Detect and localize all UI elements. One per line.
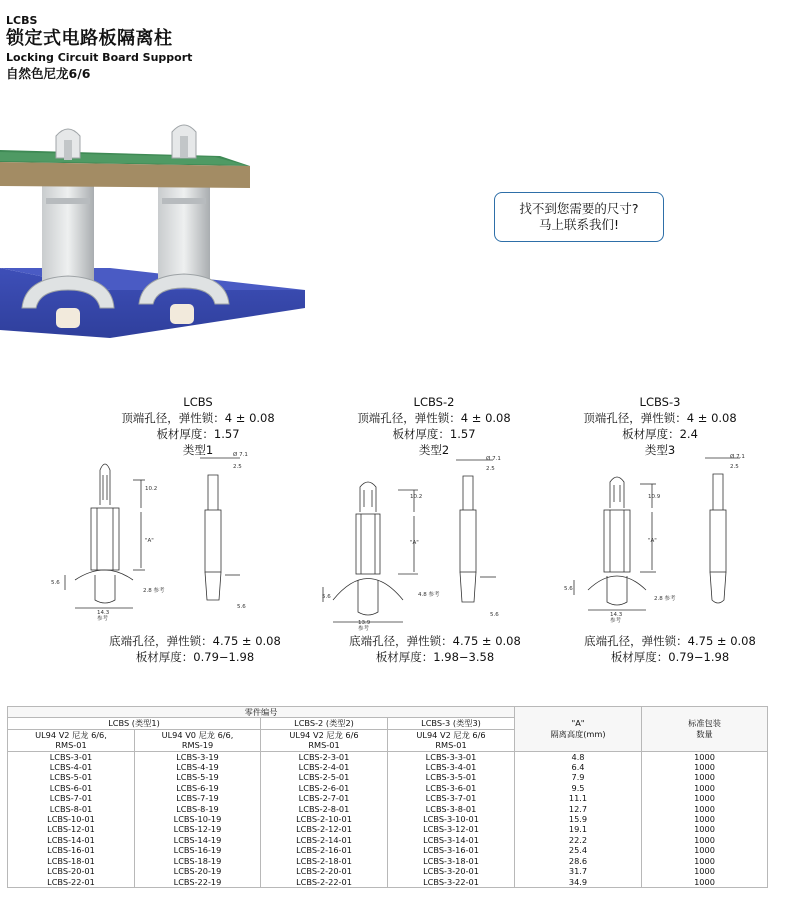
table-cell: LCBS-3-20-01 <box>388 866 515 876</box>
table-row <box>8 835 768 845</box>
table-cell: LCBS-6-01 <box>8 783 135 793</box>
table-cell: LCBS-3-19 <box>135 751 261 762</box>
board-thickness-spec: 板材厚度：1.57 <box>156 427 240 441</box>
dim-a: "A" <box>145 538 154 544</box>
table-row <box>8 772 768 782</box>
table-cell: 1000 <box>642 845 768 855</box>
table-cell: 1000 <box>642 835 768 845</box>
dim-base-ref: 参考 <box>97 616 109 622</box>
bottom-thickness-spec: 板材厚度：0.79−1.98 <box>135 650 255 664</box>
top-hole-spec: 顶端孔径，弹性锁：4 ± 0.08 <box>357 411 511 425</box>
table-row <box>8 762 768 772</box>
variant-name: LCBS <box>183 395 213 409</box>
table-cell: 1000 <box>642 856 768 866</box>
table-cell: LCBS-20-01 <box>8 866 135 876</box>
dim-top-length: 10.9 <box>648 494 661 500</box>
table-row <box>8 814 768 824</box>
spec-bottom-lcbs-3 <box>570 633 770 665</box>
col-group-lcbs-3: LCBS-3 (类型3) <box>388 718 515 729</box>
sub-header-ul94-v0-rms19: UL94 V0 尼龙 6/6, RMS-19 <box>135 729 261 751</box>
bottom-thickness-spec: 板材厚度：0.79−1.98 <box>610 650 730 664</box>
table-cell: 34.9 <box>515 877 642 888</box>
callout-line2: 马上联系我们! <box>538 217 619 232</box>
table-cell: LCBS-2-5-01 <box>261 772 388 782</box>
table-cell: 15.9 <box>515 814 642 824</box>
dim-diameter: Ø 7.1 <box>730 454 745 460</box>
table-cell: LCBS-12-19 <box>135 824 261 834</box>
board-thickness-spec: 板材厚度：2.4 <box>622 427 698 441</box>
dim-base-height: 5.6 <box>564 586 573 592</box>
table-cell: LCBS-7-19 <box>135 793 261 803</box>
sub-header-lcbs3-material: UL94 V2 尼龙 6/6 RMS-01 <box>388 729 515 751</box>
table-cell: LCBS-2-12-01 <box>261 824 388 834</box>
table-row <box>8 856 768 866</box>
table-cell: LCBS-2-18-01 <box>261 856 388 866</box>
table-cell: LCBS-2-8-01 <box>261 804 388 814</box>
dim-base-ref: 参考 <box>610 618 622 624</box>
spec-top-lcbs <box>98 394 298 458</box>
table-cell: LCBS-2-14-01 <box>261 835 388 845</box>
table-cell: 12.7 <box>515 804 642 814</box>
table-cell: 19.1 <box>515 824 642 834</box>
table-cell: 1000 <box>642 772 768 782</box>
table-row <box>8 866 768 876</box>
dim-base-width: 14.3 <box>97 610 110 616</box>
spec-top-lcbs-3 <box>560 394 760 458</box>
bottom-thickness-spec: 板材厚度：1.98−3.58 <box>375 650 495 664</box>
product-code: LCBS <box>6 14 38 27</box>
table-cell: LCBS-5-01 <box>8 772 135 782</box>
dim-top-length: 10.2 <box>145 486 158 492</box>
table-cell: LCBS-3-10-01 <box>388 814 515 824</box>
bottom-hole-spec: 底端孔径，弹性锁：4.75 ± 0.08 <box>349 634 521 648</box>
dim-foot: 5.6 <box>237 604 246 610</box>
dim-cap: 2.5 <box>486 466 495 472</box>
page-header <box>6 14 192 83</box>
table-cell: LCBS-3-7-01 <box>388 793 515 803</box>
dim-base-ref: 参考 <box>358 626 370 632</box>
spec-bottom-lcbs-2 <box>330 633 540 665</box>
table-cell: LCBS-18-19 <box>135 856 261 866</box>
dim-base-width: 14.3 <box>610 612 623 618</box>
dim-diameter: Ø 7.1 <box>486 456 501 462</box>
table-cell: 4.8 <box>515 751 642 762</box>
table-cell: LCBS-3-6-01 <box>388 783 515 793</box>
table-cell: LCBS-8-19 <box>135 804 261 814</box>
col-group-lcbs-2: LCBS-2 (类型2) <box>261 718 388 729</box>
table-cell: LCBS-3-01 <box>8 751 135 762</box>
table-cell: LCBS-3-12-01 <box>388 824 515 834</box>
table-group-header: 零件编号 <box>8 707 515 718</box>
bottom-hole-spec: 底端孔径，弹性锁：4.75 ± 0.08 <box>584 634 756 648</box>
table-cell: LCBS-4-01 <box>8 762 135 772</box>
dim-foot: 5.6 <box>490 612 499 618</box>
dim-base-height: 5.6 <box>322 594 331 600</box>
table-cell: 1000 <box>642 793 768 803</box>
table-cell: LCBS-8-01 <box>8 804 135 814</box>
table-cell: LCBS-14-19 <box>135 835 261 845</box>
table-cell: LCBS-16-19 <box>135 845 261 855</box>
product-material: 自然色尼龙6/6 <box>6 66 91 81</box>
table-cell: 1000 <box>642 866 768 876</box>
table-cell: 1000 <box>642 877 768 888</box>
table-cell: LCBS-5-19 <box>135 772 261 782</box>
table-cell: LCBS-3-18-01 <box>388 856 515 866</box>
dim-cap: 2.5 <box>233 464 242 470</box>
dim-a: "A" <box>410 540 419 546</box>
table-cell: LCBS-22-01 <box>8 877 135 888</box>
table-cell: LCBS-7-01 <box>8 793 135 803</box>
a-height-header: "A" 隔离高度(mm) <box>515 707 642 752</box>
table-cell: 1000 <box>642 824 768 834</box>
table-cell: LCBS-2-20-01 <box>261 866 388 876</box>
part-number-table <box>7 706 768 888</box>
table-cell: LCBS-3-14-01 <box>388 835 515 845</box>
table-row <box>8 824 768 834</box>
product-photo <box>0 118 305 343</box>
table-cell: LCBS-10-19 <box>135 814 261 824</box>
top-hole-spec: 顶端孔径，弹性锁：4 ± 0.08 <box>121 411 275 425</box>
table-cell: 1000 <box>642 783 768 793</box>
table-cell: LCBS-22-19 <box>135 877 261 888</box>
dim-base-width: 13.9 <box>358 620 371 626</box>
table-cell: 1000 <box>642 814 768 824</box>
type-label: 类型3 <box>644 443 676 457</box>
table-cell: LCBS-6-19 <box>135 783 261 793</box>
table-cell: LCBS-2-3-01 <box>261 751 388 762</box>
table-cell: LCBS-2-4-01 <box>261 762 388 772</box>
variant-name: LCBS-3 <box>639 395 681 409</box>
table-cell: LCBS-12-01 <box>8 824 135 834</box>
dim-top-length: 10.2 <box>410 494 423 500</box>
dim-a: "A" <box>648 538 657 544</box>
table-cell: LCBS-4-19 <box>135 762 261 772</box>
table-cell: LCBS-2-7-01 <box>261 793 388 803</box>
table-cell: LCBS-3-8-01 <box>388 804 515 814</box>
table-cell: 11.1 <box>515 793 642 803</box>
table-cell: LCBS-16-01 <box>8 845 135 855</box>
table-cell: LCBS-2-10-01 <box>261 814 388 824</box>
drawing-type1 <box>45 450 260 625</box>
contact-callout[interactable] <box>494 192 664 242</box>
product-title-cn: 锁定式电路板隔离柱 <box>6 28 173 49</box>
table-cell: LCBS-18-01 <box>8 856 135 866</box>
dim-cap: 2.5 <box>730 464 739 470</box>
type-label: 类型2 <box>418 443 450 457</box>
table-cell: LCBS-3-5-01 <box>388 772 515 782</box>
table-cell: LCBS-3-22-01 <box>388 877 515 888</box>
table-cell: 28.6 <box>515 856 642 866</box>
sub-header-lcbs2-material: UL94 V2 尼龙 6/6 RMS-01 <box>261 729 388 751</box>
table-row <box>8 793 768 803</box>
table-cell: 7.9 <box>515 772 642 782</box>
table-cell: LCBS-3-4-01 <box>388 762 515 772</box>
dim-lock-ref: 2.8 参考 <box>143 588 165 594</box>
table-cell: 1000 <box>642 751 768 762</box>
spec-bottom-lcbs <box>60 633 330 665</box>
pack-qty-header: 标准包装 数量 <box>642 707 768 752</box>
product-title-en: Locking Circuit Board Support <box>6 51 193 64</box>
table-cell: LCBS-20-19 <box>135 866 261 876</box>
drawing-type3 <box>560 450 755 625</box>
table-cell: LCBS-2-22-01 <box>261 877 388 888</box>
table-cell: LCBS-2-6-01 <box>261 783 388 793</box>
spec-top-lcbs-2 <box>334 394 534 458</box>
table-cell: 25.4 <box>515 845 642 855</box>
sub-header-ul94-v2-rms01: UL94 V2 尼龙 6/6, RMS-01 <box>8 729 135 751</box>
top-hole-spec: 顶端孔径，弹性锁：4 ± 0.08 <box>583 411 737 425</box>
dim-lock-ref: 2.8 参考 <box>654 596 676 602</box>
table-row <box>8 804 768 814</box>
table-cell: 9.5 <box>515 783 642 793</box>
type-label: 类型1 <box>182 443 214 457</box>
table-cell: 1000 <box>642 762 768 772</box>
table-row <box>8 845 768 855</box>
board-thickness-spec: 板材厚度：1.57 <box>392 427 476 441</box>
col-group-lcbs: LCBS (类型1) <box>8 718 261 729</box>
table-cell: LCBS-3-3-01 <box>388 751 515 762</box>
callout-line1: 找不到您需要的尺寸? <box>519 201 639 216</box>
bottom-hole-spec: 底端孔径，弹性锁：4.75 ± 0.08 <box>109 634 281 648</box>
dim-lock-ref: 4.8 参考 <box>418 592 440 598</box>
table-cell: LCBS-14-01 <box>8 835 135 845</box>
drawing-type2 <box>318 452 533 632</box>
table-cell: 22.2 <box>515 835 642 845</box>
dim-base-height: 5.6 <box>51 580 60 586</box>
table-cell: 1000 <box>642 804 768 814</box>
variant-name: LCBS-2 <box>413 395 455 409</box>
table-cell: LCBS-2-16-01 <box>261 845 388 855</box>
table-cell: 6.4 <box>515 762 642 772</box>
table-row <box>8 877 768 888</box>
table-row <box>8 751 768 762</box>
table-cell: LCBS-10-01 <box>8 814 135 824</box>
table-cell: LCBS-3-16-01 <box>388 845 515 855</box>
table-row <box>8 783 768 793</box>
table-cell: 31.7 <box>515 866 642 876</box>
dim-diameter: Ø 7.1 <box>233 452 248 458</box>
